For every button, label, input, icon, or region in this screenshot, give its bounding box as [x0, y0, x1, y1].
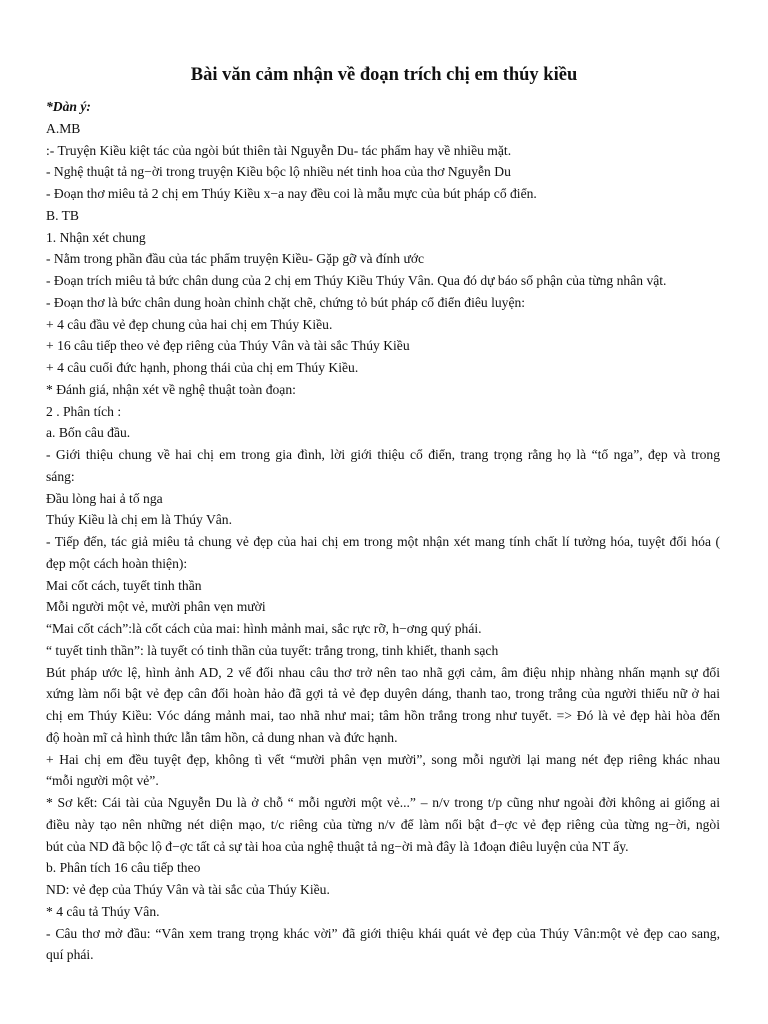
text-line: “Mai cốt cách”:là cốt cách của mai: hình mảnh mai, sắc rực rỡ, h−ơng quý phái.: [46, 621, 482, 636]
text-line: “mỗi người một vẻ”.: [46, 773, 159, 789]
text-line: + 4 câu đầu vẻ đẹp chung của hai chị em Thúy Kiều.: [46, 316, 333, 332]
text-line: - Nằm trong phần đầu của tác phẩm truyện Kiều- Gặp gỡ và đính ước: [46, 251, 425, 267]
text-line: 1. Nhận xét chung: [46, 229, 146, 245]
text-line: a. Bốn câu đầu.: [46, 425, 131, 441]
text-line: Mai cốt cách, tuyết tinh thần: [46, 577, 202, 593]
text-line: *Dàn ý:: [46, 99, 91, 114]
text-line: sáng:: [46, 468, 75, 484]
text-line: đẹp một cách hoàn thiện):: [46, 555, 188, 571]
text-line: “ tuyết tinh thần”: là tuyết có tinh thần của tuyết: trắng trong, tinh khiết, thanh sạch: [46, 642, 499, 658]
text-line: Đầu lòng hai ả tố nga: [46, 490, 163, 506]
text-line: :- Truyện Kiều kiệt tác của ngòi bút thiên tài Nguyễn Du- tác phẩm hay về nhiều mặt.: [46, 142, 512, 158]
text-line: Bút pháp ước lệ, hình ảnh AD, 2 vế đối nhau câu thơ trở nên tao nhã gợi cảm, âm điệu nhịp nhàng nhấn mạnh sự đối: [46, 664, 720, 680]
text-line: - Giới thiệu chung về hai chị em trong gia đình, lời giới thiệu cổ điển, trang trọng rằng họ là “tố nga”, đẹp và trong: [46, 447, 720, 462]
document-body: [46, 96, 720, 966]
text-line: Thúy Kiều là chị em là Thúy Vân.: [46, 512, 232, 528]
text-line: chị em Thúy Kiều: Vóc dáng mảnh mai, tao nhã như mai; tâm hồn trắng trong như tuyết. => Đó là vẻ đẹp hài hòa đến: [46, 708, 720, 723]
text-line: - Đoạn thơ miêu tả 2 chị em Thúy Kiều x−a nay đều coi là mẫu mực của bút pháp cổ điển.: [46, 186, 537, 201]
text-line: b. Phân tích 16 câu tiếp theo: [46, 860, 201, 876]
text-line: * 4 câu tả Thúy Vân.: [46, 903, 160, 919]
text-line: 2 . Phân tích :: [46, 403, 122, 419]
text-line: * Đánh giá, nhận xét về nghệ thuật toàn đoạn:: [46, 381, 296, 397]
text-line: bút của ND đã bộc lộ đ−ợc tất cả sự tài hoa của nghệ thuật tả ng−ời mà đây là 1đoạn điêu luyện của NT ấy.: [46, 838, 629, 854]
text-line: * Sơ kết: Cái tài của Nguyễn Du là ở chỗ “ mỗi người một vẻ...” – n/v trong t/p cũng như ngoài đời không ai giống ai: [46, 795, 720, 810]
text-line: Mỗi người một vẻ, mười phân vẹn mười: [46, 599, 266, 615]
text-line: độ hoàn mĩ cả hình thức lẫn tâm hồn, cả dung nhan và đức hạnh.: [46, 729, 398, 745]
text-line: + 16 câu tiếp theo vẻ đẹp riêng của Thúy Vân và tài sắc Thúy Kiều: [46, 338, 410, 354]
text-line: - Đoạn thơ là bức chân dung hoàn chỉnh chặt chẽ, chứng tỏ bút pháp cổ điển điêu luyện:: [46, 294, 526, 310]
document-title: Bài văn cảm nhận về đoạn trích chị em thúy kiều: [190, 65, 578, 85]
text-line: - Câu thơ mở đầu: “Vân xem trang trọng khác vời” đã giới thiệu khái quát vẻ đẹp của Thúy Vân:một vẻ đẹp cao sang,: [46, 925, 720, 941]
text-line: quí phái.: [46, 947, 94, 963]
text-line: xứng làm nổi bật vẻ đẹp cân đối hoàn hảo đã gợi tả vẻ đẹp duyên dáng, thanh tao, trong trắng của người thiếu nữ ở hai: [46, 686, 720, 702]
text-line: ND: vẻ đẹp của Thúy Vân và tài sắc của Thúy Kiều.: [46, 882, 330, 897]
text-line: - Nghệ thuật tả ng−ời trong truyện Kiều bộc lộ nhiều nét tinh hoa của thơ Nguyễn Du: [46, 164, 511, 180]
text-line: A.MB: [46, 120, 81, 136]
text-line: - Tiếp đến, tác giả miêu tả chung vẻ đẹp của hai chị em trong một nhận xét mang tính chất lí tưởng hóa, tuyệt đối hóa (: [46, 534, 720, 549]
text-line: + 4 câu cuối đức hạnh, phong thái của chị em Thúy Kiều.: [46, 360, 359, 375]
text-line: B. TB: [46, 207, 79, 223]
text-line: + Hai chị em đều tuyệt đẹp, không tì vết “mười phân vẹn mười”, song mỗi người lại mang nét đẹp riêng khác nhau: [46, 751, 720, 767]
text-line: - Đoạn trích miêu tả bức chân dung của 2 chị em Thúy Kiều Thúy Vân. Qua đó dự báo số phận của từng nhân vật.: [46, 273, 667, 288]
text-line: điều này tạo nên những nét diện mạo, t/c riêng của từng n/v để làm nổi bật đ−ợc vẻ đẹp riêng của từng ng−ời, ngòi: [46, 816, 720, 832]
